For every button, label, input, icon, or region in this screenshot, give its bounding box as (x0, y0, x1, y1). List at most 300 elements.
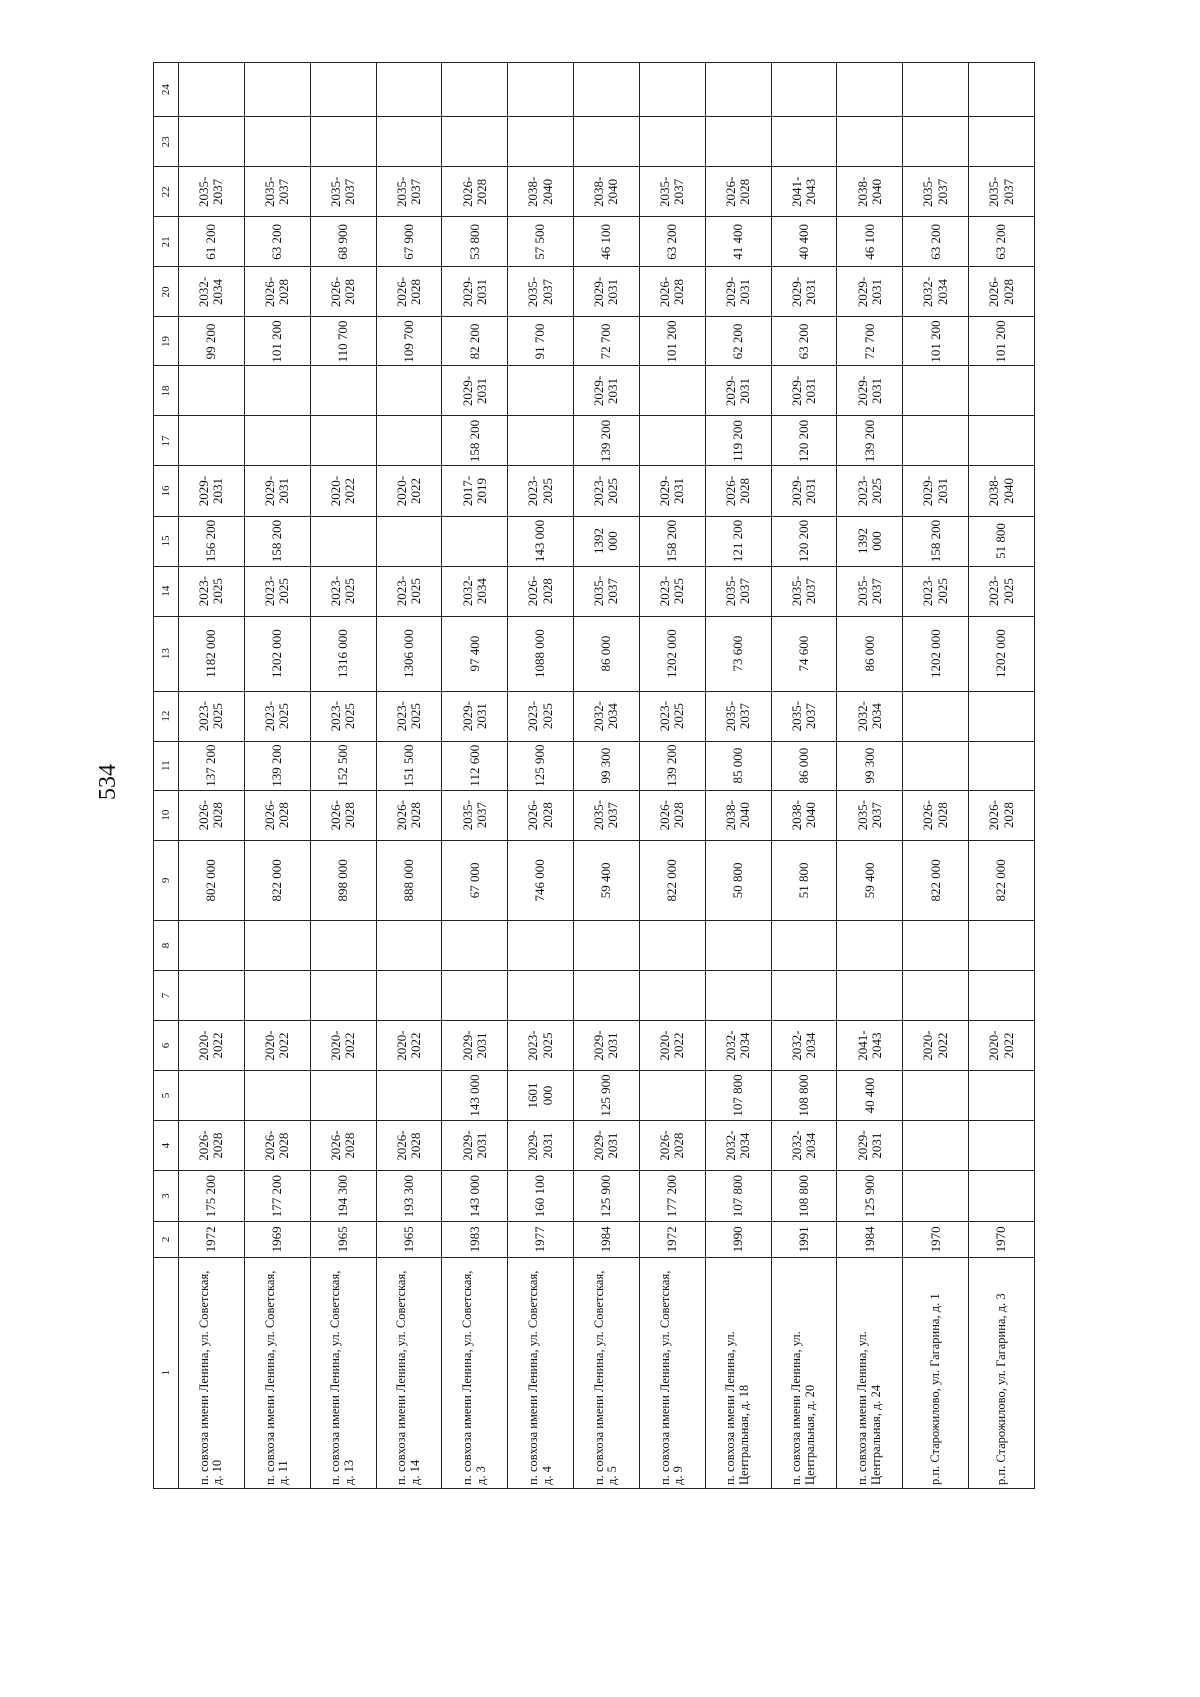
table-cell: 99 200 (179, 317, 245, 366)
table-cell: 2017-2019 (442, 466, 508, 516)
table-cell: 2035-2037 (969, 167, 1035, 217)
table-cell: 1984 (574, 1222, 640, 1257)
table-cell: 2020-2022 (179, 1021, 245, 1071)
address-cell: п. совхоза имени Ленина, ул. Советская, д. 13 (310, 1257, 376, 1488)
table-cell: 2023-2025 (574, 466, 640, 516)
table-cell: 2026-2028 (442, 167, 508, 217)
table-row (442, 63, 508, 1489)
table-cell: 822 000 (969, 840, 1035, 920)
table-cell: 101 200 (969, 317, 1035, 366)
table-cell: 101 200 (903, 317, 969, 366)
table-cell: 177 200 (244, 1171, 310, 1222)
table-cell (574, 117, 640, 167)
table-cell (442, 516, 508, 566)
table-cell: 63 200 (969, 217, 1035, 267)
table-cell: 2038-2040 (837, 167, 903, 217)
table-cell: 2020-2022 (376, 1021, 442, 1071)
column-number-10: 10 (154, 790, 179, 840)
table-cell (969, 1171, 1035, 1222)
table-cell: 1306 000 (376, 616, 442, 691)
table-cell: 2026-2028 (244, 267, 310, 317)
table-cell (508, 366, 574, 416)
table-cell: 137 200 (179, 741, 245, 790)
column-number-3: 3 (154, 1171, 179, 1222)
table-cell: 2029-2031 (771, 366, 837, 416)
table-cell: 158 200 (639, 516, 705, 566)
table-cell: 2029-2031 (705, 267, 771, 317)
column-number-17: 17 (154, 416, 179, 466)
table-cell (639, 970, 705, 1020)
table-cell: 2032-2034 (705, 1021, 771, 1071)
table-row (837, 63, 903, 1489)
table-cell: 158 200 (442, 416, 508, 466)
table-cell: 2026-2028 (244, 790, 310, 840)
address-cell: п. совхоза имени Ленина, ул. Советская, д. 11 (244, 1257, 310, 1488)
table-cell (903, 970, 969, 1020)
table-cell: 2023-2025 (376, 566, 442, 616)
address-cell: п. совхоза имени Ленина, ул. Советская, д. 9 (639, 1257, 705, 1488)
table-cell: 2026-2028 (639, 267, 705, 317)
table-cell: 2035-2037 (771, 566, 837, 616)
table-cell: 67 900 (376, 217, 442, 267)
table-cell: 802 000 (179, 840, 245, 920)
table-cell: 2023-2025 (508, 691, 574, 741)
column-number-23: 23 (154, 117, 179, 167)
table-cell: 1972 (179, 1222, 245, 1257)
address-cell: п. совхоза имени Ленина, ул. Центральная, д. 24 (837, 1257, 903, 1488)
table-cell: 2035-2037 (771, 691, 837, 741)
column-number-24: 24 (154, 63, 179, 117)
table-cell: 1202 000 (903, 616, 969, 691)
table-cell (310, 1071, 376, 1121)
page-number: 534 (95, 764, 121, 800)
table-cell (508, 920, 574, 970)
table-cell: 2029-2031 (508, 1121, 574, 1171)
table-cell: 119 200 (705, 416, 771, 466)
table-cell: 2029-2031 (639, 466, 705, 516)
table-cell: 2023-2025 (244, 691, 310, 741)
address-cell: п. совхоза имени Ленина, ул. Центральная, д. 18 (705, 1257, 771, 1488)
table-cell: 101 200 (639, 317, 705, 366)
table-cell: 2020-2022 (310, 466, 376, 516)
column-number-13: 13 (154, 616, 179, 691)
table-cell (244, 366, 310, 416)
table-cell: 125 900 (574, 1171, 640, 1222)
table-cell: 1991 (771, 1222, 837, 1257)
table-cell (508, 416, 574, 466)
table-cell: 2035-2037 (705, 566, 771, 616)
table-cell: 2029-2031 (771, 466, 837, 516)
table-cell: 1182 000 (179, 616, 245, 691)
table-cell (310, 920, 376, 970)
table-cell: 1088 000 (508, 616, 574, 691)
address-cell: п. совхоза имени Ленина, ул. Советская, д. 3 (442, 1257, 508, 1488)
column-number-16: 16 (154, 466, 179, 516)
table-cell (310, 416, 376, 466)
table-cell: 2023-2025 (508, 1021, 574, 1071)
table-cell (179, 366, 245, 416)
table-cell (376, 920, 442, 970)
table-cell: 67 000 (442, 840, 508, 920)
table-cell (705, 63, 771, 117)
table-cell: 2035-2037 (376, 167, 442, 217)
table-cell: 1983 (442, 1222, 508, 1257)
table-cell (639, 1071, 705, 1121)
address-cell: п. совхоза имени Ленина, ул. Советская, д. 14 (376, 1257, 442, 1488)
table-cell (508, 970, 574, 1020)
table-cell: 108 800 (771, 1071, 837, 1121)
table-cell: 2035-2037 (574, 566, 640, 616)
table-cell (903, 691, 969, 741)
table-cell: 72 700 (574, 317, 640, 366)
table-cell: 2029-2031 (574, 1021, 640, 1071)
table-cell (508, 63, 574, 117)
table-cell: 2032-2034 (771, 1121, 837, 1171)
column-number-2: 2 (154, 1222, 179, 1257)
table-cell (969, 416, 1035, 466)
table-cell (903, 1071, 969, 1121)
table-cell (244, 970, 310, 1020)
table-cell: 51 800 (969, 516, 1035, 566)
table-cell (244, 416, 310, 466)
column-number-19: 19 (154, 317, 179, 366)
table-cell: 74 600 (771, 616, 837, 691)
table-cell: 1990 (705, 1222, 771, 1257)
table-cell: 2023-2025 (310, 566, 376, 616)
table-cell (771, 63, 837, 117)
table-cell: 151 500 (376, 741, 442, 790)
table-cell: 110 700 (310, 317, 376, 366)
table-cell: 62 200 (705, 317, 771, 366)
table-cell: 2032-2034 (574, 691, 640, 741)
table-cell: 194 300 (310, 1171, 376, 1222)
table-cell (837, 63, 903, 117)
table-cell: 2032-2034 (903, 267, 969, 317)
table-cell: 59 400 (837, 840, 903, 920)
table-cell: 2026-2028 (310, 1121, 376, 1171)
address-cell: п. совхоза имени Ленина, ул. Центральная, д. 20 (771, 1257, 837, 1488)
table-cell (969, 970, 1035, 1020)
table-cell: 86 000 (574, 616, 640, 691)
column-number-4: 4 (154, 1121, 179, 1171)
table-cell (639, 117, 705, 167)
table-cell: 99 300 (837, 741, 903, 790)
table-cell: 2026-2028 (969, 790, 1035, 840)
table-cell: 822 000 (639, 840, 705, 920)
table-cell (376, 366, 442, 416)
address-cell: р.п. Старожилово, ул. Гагарина, д. 3 (969, 1257, 1035, 1488)
table-cell: 2029-2031 (442, 691, 508, 741)
table-cell: 72 700 (837, 317, 903, 366)
table-cell: 2020-2022 (969, 1021, 1035, 1071)
table-cell (903, 63, 969, 117)
table-cell: 143 000 (442, 1071, 508, 1121)
table-cell: 2029-2031 (442, 366, 508, 416)
table-cell (771, 970, 837, 1020)
table-cell (574, 920, 640, 970)
table-cell: 2026-2028 (179, 1121, 245, 1171)
table-cell (969, 117, 1035, 167)
table-cell: 139 200 (244, 741, 310, 790)
table-cell: 85 000 (705, 741, 771, 790)
column-number-1: 1 (154, 1257, 179, 1488)
column-number-20: 20 (154, 267, 179, 317)
table-cell: 125 900 (837, 1171, 903, 1222)
table-cell: 2023-2025 (508, 466, 574, 516)
table-cell (179, 63, 245, 117)
table-cell (244, 63, 310, 117)
table-cell: 2029-2031 (837, 1121, 903, 1171)
table-cell: 2026-2028 (376, 790, 442, 840)
rotated-table-wrapper (153, 62, 1035, 1489)
table-cell: 120 200 (771, 416, 837, 466)
table-cell: 97 400 (442, 616, 508, 691)
table-row (310, 63, 376, 1489)
register-table-body (154, 63, 1035, 1489)
header-row (154, 63, 179, 1489)
table-cell: 1202 000 (244, 616, 310, 691)
table-cell: 2032-2034 (771, 1021, 837, 1071)
table-cell: 2035-2037 (508, 267, 574, 317)
table-cell: 1202 000 (969, 616, 1035, 691)
table-cell: 40 400 (771, 217, 837, 267)
table-cell: 63 200 (903, 217, 969, 267)
table-cell (376, 63, 442, 117)
table-cell: 156 200 (179, 516, 245, 566)
table-cell: 1316 000 (310, 616, 376, 691)
table-cell: 1202 000 (639, 616, 705, 691)
table-cell (179, 416, 245, 466)
table-cell: 82 200 (442, 317, 508, 366)
table-cell: 158 200 (903, 516, 969, 566)
table-cell: 193 300 (376, 1171, 442, 1222)
table-cell (244, 1071, 310, 1121)
table-cell: 1965 (310, 1222, 376, 1257)
table-cell (310, 117, 376, 167)
table-cell: 2023-2025 (639, 566, 705, 616)
address-cell: п. совхоза имени Ленина, ул. Советская, д. 10 (179, 1257, 245, 1488)
table-cell: 2026-2028 (508, 790, 574, 840)
table-cell: 2020-2022 (376, 466, 442, 516)
table-cell: 2038-2040 (969, 466, 1035, 516)
column-number-5: 5 (154, 1071, 179, 1121)
table-cell (969, 1121, 1035, 1171)
table-cell (903, 1121, 969, 1171)
table-cell (903, 366, 969, 416)
table-cell: 2029-2031 (771, 267, 837, 317)
table-cell: 2032-2034 (705, 1121, 771, 1171)
table-cell (376, 416, 442, 466)
table-cell: 2029-2031 (442, 1021, 508, 1071)
table-cell: 109 700 (376, 317, 442, 366)
table-cell: 121 200 (705, 516, 771, 566)
table-cell: 46 100 (837, 217, 903, 267)
table-cell: 160 100 (508, 1171, 574, 1222)
table-row (705, 63, 771, 1489)
table-cell (969, 366, 1035, 416)
column-number-14: 14 (154, 566, 179, 616)
column-number-11: 11 (154, 741, 179, 790)
table-cell (969, 691, 1035, 741)
table-cell (376, 970, 442, 1020)
table-cell: 1970 (969, 1222, 1035, 1257)
table-cell: 108 800 (771, 1171, 837, 1222)
table-cell: 2035-2037 (639, 167, 705, 217)
table-cell: 2035-2037 (574, 790, 640, 840)
table-cell: 63 200 (244, 217, 310, 267)
table-cell: 2026-2028 (179, 790, 245, 840)
table-cell (442, 970, 508, 1020)
table-cell (244, 117, 310, 167)
table-row (376, 63, 442, 1489)
table-cell: 1970 (903, 1222, 969, 1257)
table-cell: 139 200 (574, 416, 640, 466)
table-cell: 2032-2034 (442, 566, 508, 616)
table-cell: 898 000 (310, 840, 376, 920)
table-cell (310, 366, 376, 416)
table-row (903, 63, 969, 1489)
table-cell: 2020-2022 (310, 1021, 376, 1071)
table-cell: 107 800 (705, 1071, 771, 1121)
column-number-15: 15 (154, 516, 179, 566)
table-cell: 53 800 (442, 217, 508, 267)
table-cell: 1972 (639, 1222, 705, 1257)
table-cell (969, 63, 1035, 117)
table-cell: 1965 (376, 1222, 442, 1257)
table-row (574, 63, 640, 1489)
table-cell: 139 200 (639, 741, 705, 790)
table-cell: 2029-2031 (179, 466, 245, 516)
table-cell: 68 900 (310, 217, 376, 267)
table-cell (705, 117, 771, 167)
table-cell: 2023-2025 (179, 566, 245, 616)
table-cell: 46 100 (574, 217, 640, 267)
table-cell: 1969 (244, 1222, 310, 1257)
table-cell (771, 117, 837, 167)
table-cell: 2035-2037 (705, 691, 771, 741)
table-cell: 2023-2025 (310, 691, 376, 741)
table-row (969, 63, 1035, 1489)
table-cell: 2026-2028 (639, 1121, 705, 1171)
table-cell: 1977 (508, 1222, 574, 1257)
table-cell (508, 117, 574, 167)
table-cell: 2038-2040 (574, 167, 640, 217)
table-cell: 86 000 (837, 616, 903, 691)
table-cell (574, 63, 640, 117)
table-cell: 143 000 (442, 1171, 508, 1222)
table-row (639, 63, 705, 1489)
table-cell: 2023-2025 (639, 691, 705, 741)
table-cell: 63 200 (771, 317, 837, 366)
table-cell (639, 920, 705, 970)
table-cell (442, 63, 508, 117)
table-cell (442, 920, 508, 970)
table-cell: 51 800 (771, 840, 837, 920)
table-cell: 40 400 (837, 1071, 903, 1121)
table-row (179, 63, 245, 1489)
table-cell: 2023-2025 (179, 691, 245, 741)
table-cell: 2023-2025 (969, 566, 1035, 616)
table-cell: 2038-2040 (705, 790, 771, 840)
table-cell (903, 416, 969, 466)
table-cell: 2038-2040 (771, 790, 837, 840)
table-cell (969, 741, 1035, 790)
table-cell: 2035-2037 (310, 167, 376, 217)
table-cell: 2029-2031 (837, 366, 903, 416)
table-cell (837, 117, 903, 167)
table-cell: 2020-2022 (244, 1021, 310, 1071)
table-cell: 2029-2031 (837, 267, 903, 317)
table-cell: 152 500 (310, 741, 376, 790)
table-cell (705, 920, 771, 970)
table-cell: 2035-2037 (179, 167, 245, 217)
table-cell: 2029-2031 (574, 1121, 640, 1171)
table-cell: 120 200 (771, 516, 837, 566)
address-cell: п. совхоза имени Ленина, ул. Советская, д. 5 (574, 1257, 640, 1488)
table-row (244, 63, 310, 1489)
table-cell (705, 970, 771, 1020)
table-cell: 61 200 (179, 217, 245, 267)
table-cell: 2035-2037 (903, 167, 969, 217)
table-cell (376, 117, 442, 167)
table-cell: 2026-2028 (310, 267, 376, 317)
table-cell: 2026-2028 (705, 466, 771, 516)
table-cell (771, 920, 837, 970)
table-cell: 2026-2028 (508, 566, 574, 616)
table-cell: 2035-2037 (837, 790, 903, 840)
table-cell (837, 920, 903, 970)
table-cell: 73 600 (705, 616, 771, 691)
table-cell: 139 200 (837, 416, 903, 466)
table-cell: 2023-2025 (376, 691, 442, 741)
table-cell: 2026-2028 (244, 1121, 310, 1171)
address-cell: р.п. Старожилово, ул. Гагарина, д. 1 (903, 1257, 969, 1488)
table-cell: 50 800 (705, 840, 771, 920)
table-cell (639, 416, 705, 466)
table-cell: 2026-2028 (903, 790, 969, 840)
table-cell: 2026-2028 (376, 1121, 442, 1171)
column-number-7: 7 (154, 970, 179, 1020)
table-cell (837, 970, 903, 1020)
table-cell: 41 400 (705, 217, 771, 267)
table-cell (376, 1071, 442, 1121)
table-cell: 2023-2025 (903, 566, 969, 616)
table-cell: 91 700 (508, 317, 574, 366)
table-cell: 2029-2031 (442, 1121, 508, 1171)
table-cell: 125 900 (574, 1071, 640, 1121)
table-cell: 112 600 (442, 741, 508, 790)
table-cell: 2026-2028 (376, 267, 442, 317)
table-cell: 2020-2022 (639, 1021, 705, 1071)
table-cell: 143 000 (508, 516, 574, 566)
table-cell: 2035-2037 (442, 790, 508, 840)
table-cell (969, 1071, 1035, 1121)
table-cell: 177 200 (639, 1171, 705, 1222)
column-number-22: 22 (154, 167, 179, 217)
table-row (508, 63, 574, 1489)
column-number-6: 6 (154, 1021, 179, 1071)
table-cell (310, 63, 376, 117)
table-cell: 2026-2028 (310, 790, 376, 840)
table-cell: 2029-2031 (442, 267, 508, 317)
table-cell: 158 200 (244, 516, 310, 566)
table-cell: 125 900 (508, 741, 574, 790)
column-number-12: 12 (154, 691, 179, 741)
table-cell (903, 1171, 969, 1222)
table-cell: 1984 (837, 1222, 903, 1257)
column-number-18: 18 (154, 366, 179, 416)
table-cell: 86 000 (771, 741, 837, 790)
